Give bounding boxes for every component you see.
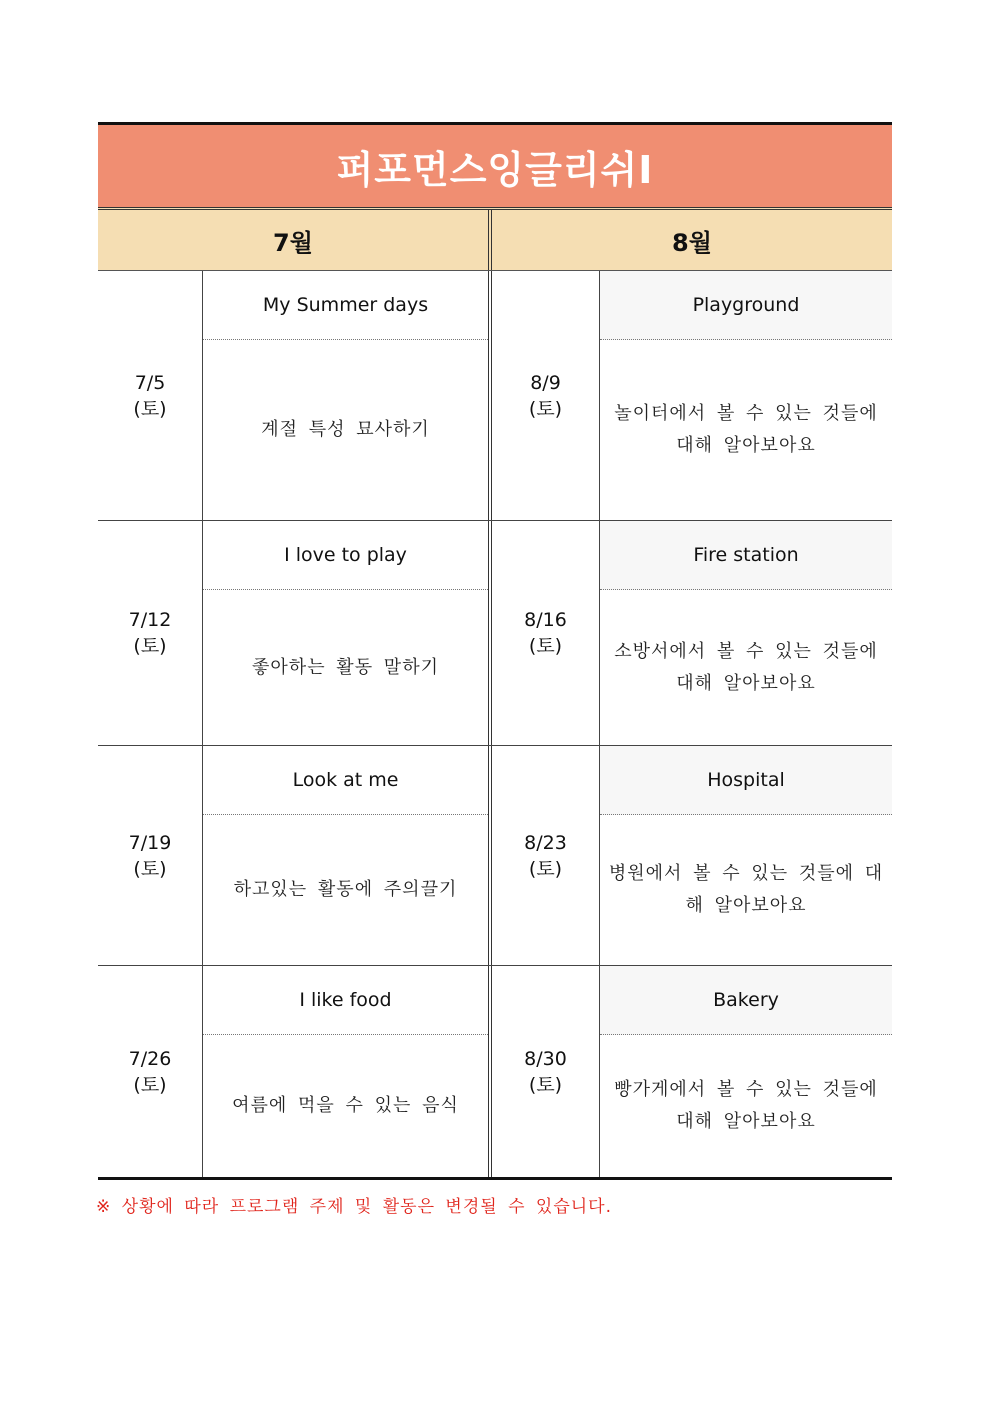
august-session [492, 966, 892, 1177]
session-date: 8/23 [524, 831, 567, 854]
session-description: 하고있는 활동에 주의끌기 [233, 879, 458, 900]
august-session [492, 521, 892, 745]
week-row [98, 271, 892, 521]
session-date: 7/19 [128, 831, 172, 854]
session-date-cell [492, 966, 600, 1177]
july-session [98, 966, 492, 1177]
session-date-cell [98, 966, 203, 1177]
session-description: 계절 특성 묘사하기 [261, 419, 430, 440]
session-date-cell [492, 521, 600, 745]
session-topic: My Summer days [203, 271, 488, 340]
session-content [600, 746, 892, 965]
session-content [203, 746, 488, 965]
august-session [492, 746, 892, 965]
footnote: ※ 상황에 따라 프로그램 주제 및 활동은 변경될 수 있습니다. [96, 1197, 612, 1217]
august-session [492, 271, 892, 520]
session-day: (토) [528, 1073, 563, 1096]
session-topic: Bakery [600, 966, 892, 1035]
week-row [98, 966, 892, 1180]
session-description: 소방서에서 볼 수 있는 것들에 대해 알아보아요 [614, 640, 878, 694]
session-content [600, 271, 892, 520]
july-session [98, 746, 492, 965]
session-topic: I like food [203, 966, 488, 1035]
session-content [203, 271, 488, 520]
session-content [203, 966, 488, 1177]
session-date: 7/12 [128, 609, 172, 631]
session-day: (토) [528, 857, 563, 880]
session-day: (토) [133, 635, 167, 657]
session-content [600, 521, 892, 745]
session-topic: I love to play [203, 521, 488, 590]
session-topic: Look at me [203, 746, 488, 815]
week-row [98, 746, 892, 966]
july-session [98, 521, 492, 745]
session-date: 8/30 [524, 1047, 567, 1070]
month-header-july: 7월 [98, 210, 492, 270]
session-day: (토) [133, 1073, 167, 1096]
session-topic: Fire station [600, 521, 892, 590]
session-content [600, 966, 892, 1177]
session-date: 7/5 [134, 371, 166, 394]
session-date: 8/16 [524, 609, 567, 631]
session-topic: Playground [600, 271, 892, 340]
session-day: (토) [133, 397, 167, 420]
session-topic: Hospital [600, 746, 892, 815]
july-session [98, 271, 492, 520]
session-date-cell [98, 746, 203, 965]
session-date-cell [98, 521, 203, 745]
session-day: (토) [528, 635, 563, 657]
session-day: (토) [133, 857, 167, 880]
session-content [203, 521, 488, 745]
session-description: 빵가게에서 볼 수 있는 것들에 대해 알아보아요 [614, 1079, 878, 1132]
session-date-cell [98, 271, 203, 520]
title-bar [98, 122, 892, 207]
month-header-august: 8월 [672, 228, 712, 257]
session-day: (토) [528, 397, 563, 420]
session-description: 놀이터에서 볼 수 있는 것들에 대해 알아보아요 [614, 403, 878, 456]
schedule-table [98, 122, 892, 1180]
session-description: 병원에서 볼 수 있는 것들에 대해 알아보아요 [608, 863, 884, 916]
page-title: 퍼포먼스잉글리쉬Ⅰ [336, 147, 654, 192]
session-date-cell [492, 746, 600, 965]
session-date-cell [492, 271, 600, 520]
session-date: 8/9 [530, 371, 561, 394]
session-date: 7/26 [128, 1047, 172, 1070]
session-description: 좋아하는 활동 말하기 [252, 656, 439, 678]
session-description: 여름에 먹을 수 있는 음식 [232, 1095, 459, 1116]
month-header-row [98, 207, 892, 271]
week-row [98, 521, 892, 746]
